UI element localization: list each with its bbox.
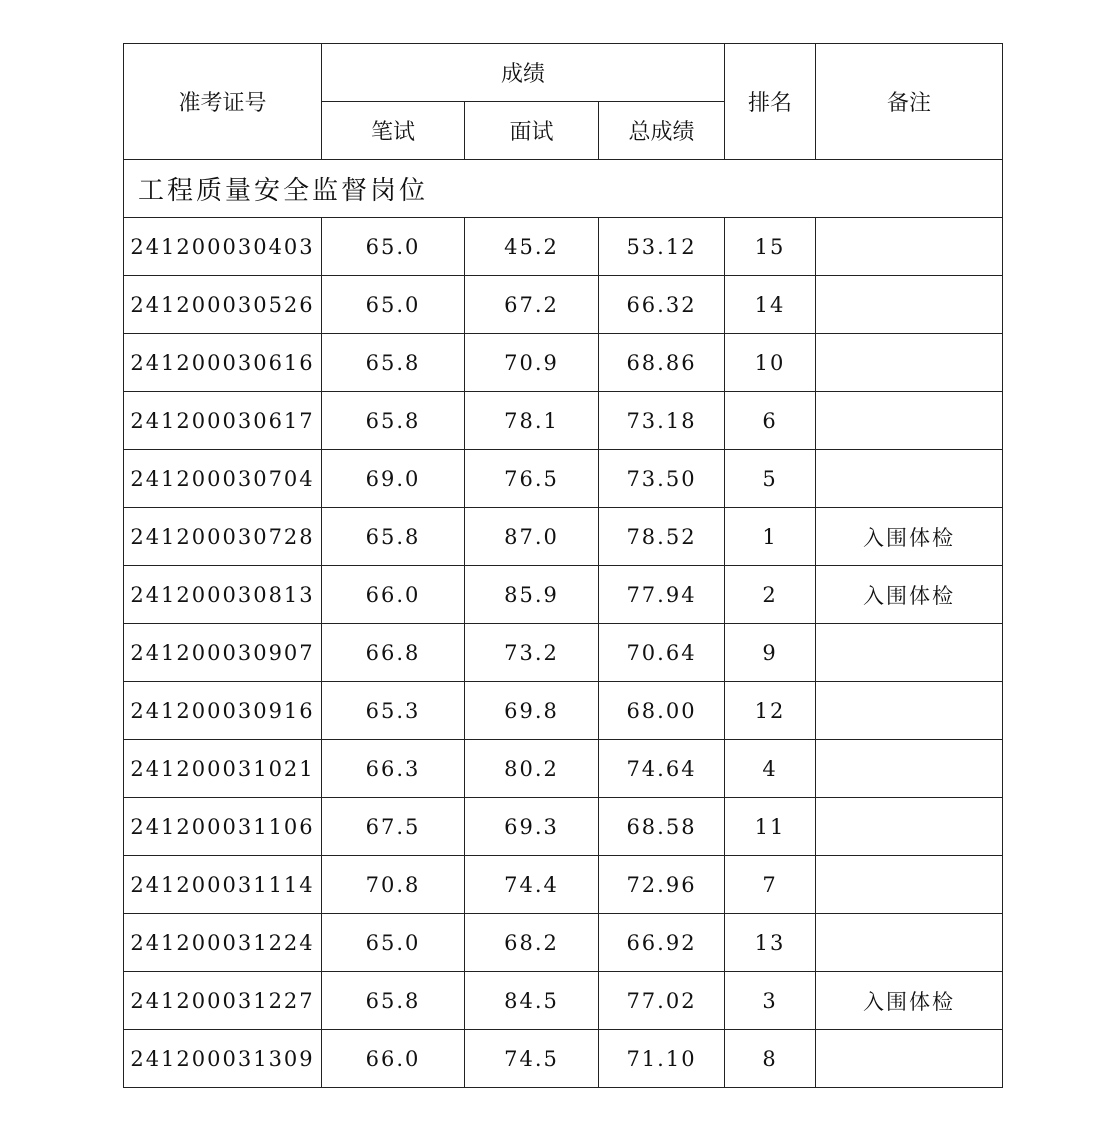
cell-total: 77.02 <box>599 972 725 1030</box>
cell-id: 241200030704 <box>124 450 322 508</box>
cell-note <box>816 914 1003 972</box>
cell-id: 241200031106 <box>124 798 322 856</box>
cell-rank: 5 <box>725 450 816 508</box>
cell-id: 241200031227 <box>124 972 322 1030</box>
cell-total: 77.94 <box>599 566 725 624</box>
cell-total: 68.58 <box>599 798 725 856</box>
cell-total: 66.92 <box>599 914 725 972</box>
cell-interview: 69.3 <box>465 798 599 856</box>
table-row <box>124 798 1003 856</box>
cell-rank: 4 <box>725 740 816 798</box>
cell-interview: 67.2 <box>465 276 599 334</box>
cell-interview: 85.9 <box>465 566 599 624</box>
cell-total: 78.52 <box>599 508 725 566</box>
cell-total: 68.86 <box>599 334 725 392</box>
cell-interview: 45.2 <box>465 218 599 276</box>
cell-interview: 87.0 <box>465 508 599 566</box>
cell-note <box>816 798 1003 856</box>
cell-written: 66.3 <box>322 740 465 798</box>
cell-total: 68.00 <box>599 682 725 740</box>
cell-interview: 80.2 <box>465 740 599 798</box>
cell-rank: 6 <box>725 392 816 450</box>
section-title: 工程质量安全监督岗位 <box>124 160 1003 218</box>
cell-note <box>816 856 1003 914</box>
cell-id: 241200031021 <box>124 740 322 798</box>
cell-written: 65.0 <box>322 276 465 334</box>
cell-written: 70.8 <box>322 856 465 914</box>
cell-written: 65.0 <box>322 218 465 276</box>
cell-note <box>816 450 1003 508</box>
cell-written: 65.3 <box>322 682 465 740</box>
cell-rank: 10 <box>725 334 816 392</box>
cell-note <box>816 1030 1003 1088</box>
cell-total: 74.64 <box>599 740 725 798</box>
cell-id: 241200030617 <box>124 392 322 450</box>
cell-note <box>816 392 1003 450</box>
cell-rank: 12 <box>725 682 816 740</box>
header-note: 备注 <box>816 44 1003 160</box>
cell-note <box>816 218 1003 276</box>
cell-id: 241200030403 <box>124 218 322 276</box>
cell-id: 241200031309 <box>124 1030 322 1088</box>
cell-note <box>816 740 1003 798</box>
cell-rank: 1 <box>725 508 816 566</box>
cell-rank: 9 <box>725 624 816 682</box>
cell-interview: 73.2 <box>465 624 599 682</box>
cell-total: 53.12 <box>599 218 725 276</box>
cell-written: 65.8 <box>322 334 465 392</box>
cell-rank: 13 <box>725 914 816 972</box>
cell-interview: 78.1 <box>465 392 599 450</box>
header-scores: 成绩 <box>322 44 725 102</box>
cell-note <box>816 624 1003 682</box>
cell-total: 70.64 <box>599 624 725 682</box>
table-row <box>124 624 1003 682</box>
cell-interview: 74.4 <box>465 856 599 914</box>
cell-note: 入围体检 <box>816 508 1003 566</box>
cell-id: 241200030526 <box>124 276 322 334</box>
header-rank: 排名 <box>725 44 816 160</box>
cell-total: 72.96 <box>599 856 725 914</box>
cell-id: 241200030907 <box>124 624 322 682</box>
table-row <box>124 1030 1003 1088</box>
cell-written: 67.5 <box>322 798 465 856</box>
table-row <box>124 334 1003 392</box>
cell-note <box>816 276 1003 334</box>
cell-interview: 70.9 <box>465 334 599 392</box>
cell-written: 65.8 <box>322 972 465 1030</box>
header-interview: 面试 <box>465 102 599 160</box>
header-total: 总成绩 <box>599 102 725 160</box>
cell-total: 73.18 <box>599 392 725 450</box>
table-row <box>124 740 1003 798</box>
cell-rank: 3 <box>725 972 816 1030</box>
score-table <box>123 43 1003 1088</box>
table-row <box>124 218 1003 276</box>
cell-written: 66.0 <box>322 1030 465 1088</box>
table-row <box>124 450 1003 508</box>
cell-id: 241200031224 <box>124 914 322 972</box>
table-row <box>124 392 1003 450</box>
cell-written: 66.0 <box>322 566 465 624</box>
cell-id: 241200031114 <box>124 856 322 914</box>
cell-written: 66.8 <box>322 624 465 682</box>
table-row <box>124 566 1003 624</box>
cell-total: 66.32 <box>599 276 725 334</box>
cell-note <box>816 334 1003 392</box>
table-row <box>124 914 1003 972</box>
cell-id: 241200030813 <box>124 566 322 624</box>
table-row <box>124 508 1003 566</box>
cell-interview: 74.5 <box>465 1030 599 1088</box>
cell-interview: 68.2 <box>465 914 599 972</box>
cell-written: 69.0 <box>322 450 465 508</box>
cell-written: 65.0 <box>322 914 465 972</box>
header-written: 笔试 <box>322 102 465 160</box>
table-row <box>124 856 1003 914</box>
cell-total: 71.10 <box>599 1030 725 1088</box>
cell-note: 入围体检 <box>816 972 1003 1030</box>
cell-rank: 11 <box>725 798 816 856</box>
table-row <box>124 972 1003 1030</box>
cell-note <box>816 682 1003 740</box>
cell-rank: 15 <box>725 218 816 276</box>
cell-written: 65.8 <box>322 508 465 566</box>
cell-id: 241200030728 <box>124 508 322 566</box>
cell-written: 65.8 <box>322 392 465 450</box>
cell-note: 入围体检 <box>816 566 1003 624</box>
cell-id: 241200030616 <box>124 334 322 392</box>
cell-total: 73.50 <box>599 450 725 508</box>
table-row <box>124 682 1003 740</box>
table-row <box>124 276 1003 334</box>
cell-rank: 8 <box>725 1030 816 1088</box>
cell-id: 241200030916 <box>124 682 322 740</box>
header-id: 准考证号 <box>124 44 322 160</box>
cell-rank: 14 <box>725 276 816 334</box>
cell-interview: 69.8 <box>465 682 599 740</box>
cell-rank: 2 <box>725 566 816 624</box>
cell-interview: 84.5 <box>465 972 599 1030</box>
cell-rank: 7 <box>725 856 816 914</box>
cell-interview: 76.5 <box>465 450 599 508</box>
